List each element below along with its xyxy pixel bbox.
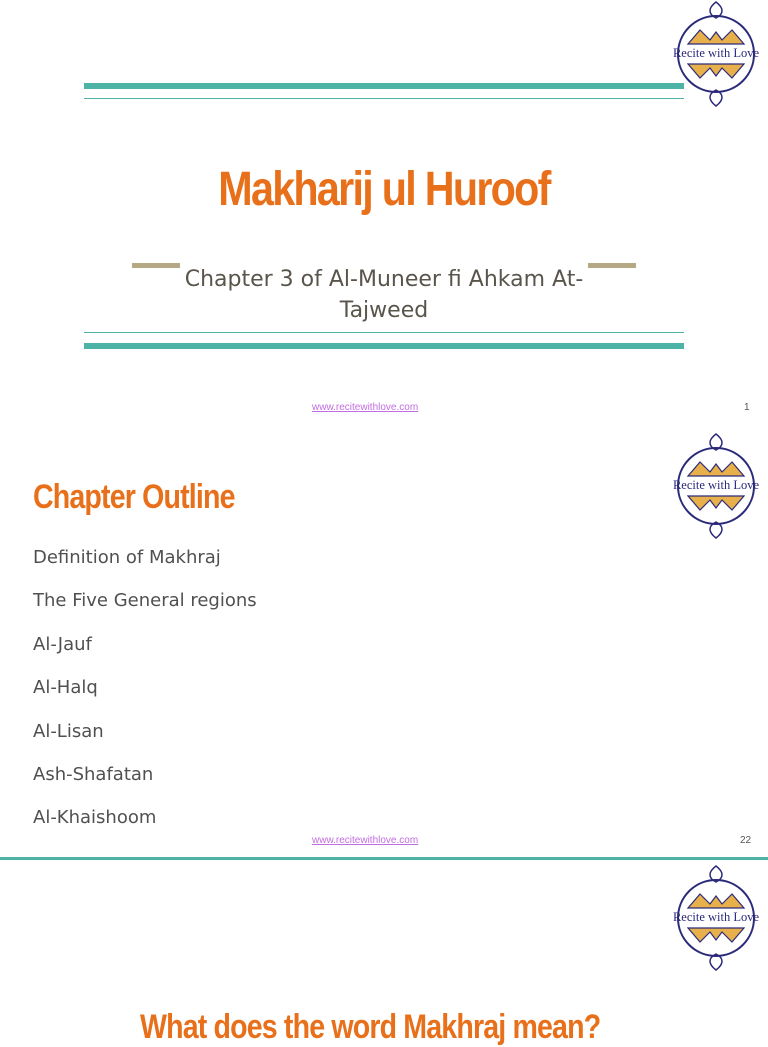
slide-1 — [0, 0, 768, 432]
logo-text: Recite with Love — [672, 478, 760, 492]
page-number: 1 — [744, 402, 750, 413]
list-item: Al-Khaishoom — [33, 807, 157, 829]
list-item: Ash-Shafatan — [33, 763, 154, 785]
slide-subtitle: Chapter 3 of Al-Muneer fi Ahkam At-Tajweed — [184, 267, 584, 324]
slide-2 — [0, 432, 768, 860]
list-item: Al-Lisan — [33, 720, 104, 742]
top-thin-rule — [84, 98, 684, 99]
slide-heading: Chapter Outline — [33, 478, 235, 516]
bottom-thin-rule — [84, 332, 684, 333]
recite-with-love-logo — [664, 864, 768, 972]
footer-link[interactable]: www.recitewithlove.com — [312, 835, 419, 846]
bottom-thick-rule — [84, 343, 684, 349]
logo-text: Recite with Love — [672, 910, 760, 924]
page-number: 22 — [740, 835, 752, 846]
top-thick-rule — [84, 83, 684, 89]
slide-3 — [0, 860, 768, 1046]
slide-title: Makharij ul Huroof — [218, 163, 550, 216]
list-item: Al-Jauf — [33, 633, 92, 655]
footer-link[interactable]: www.recitewithlove.com — [312, 402, 419, 413]
recite-with-love-logo — [664, 432, 768, 540]
outline-list — [33, 546, 257, 850]
list-item: The Five General regions — [33, 590, 257, 612]
recite-with-love-logo — [664, 0, 768, 108]
list-item: Definition of Makhraj — [33, 547, 221, 568]
list-item: Al-Halq — [33, 677, 98, 699]
logo-text: Recite with Love — [672, 46, 760, 60]
slide-heading: What does the word Makhraj mean? — [140, 1008, 601, 1046]
